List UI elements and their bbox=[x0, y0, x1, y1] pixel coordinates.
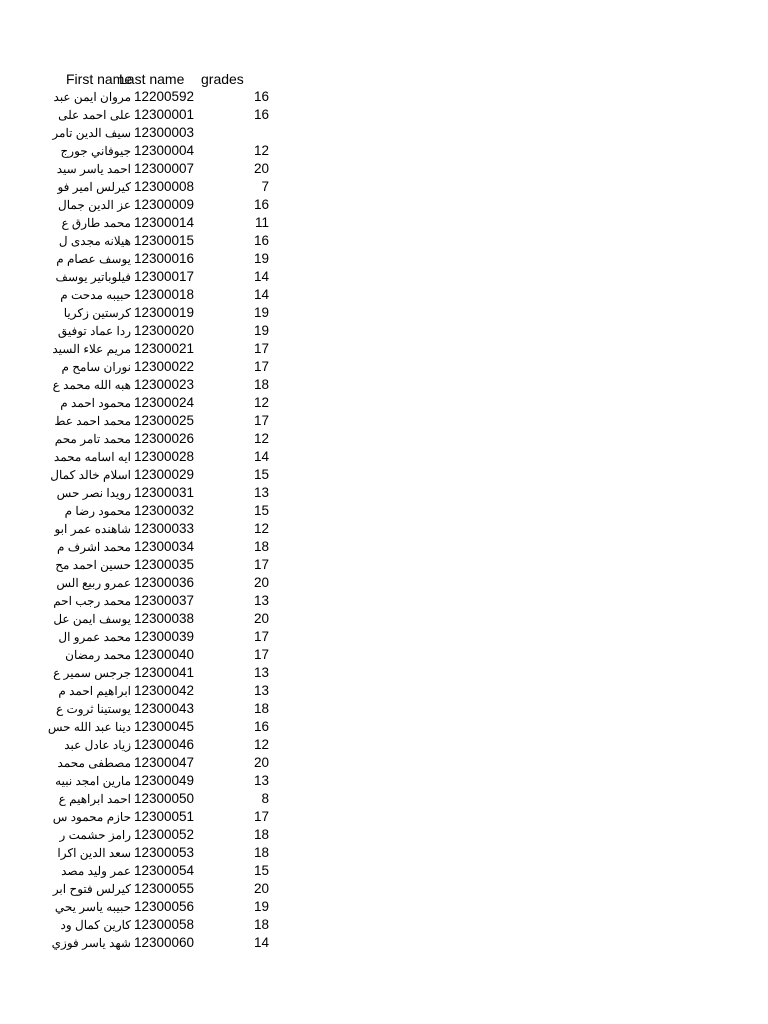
student-name: عمر وليد مصد bbox=[61, 864, 131, 878]
student-id: 12300014 bbox=[134, 215, 195, 230]
student-grade: 13 bbox=[253, 485, 269, 500]
student-id: 12300038 bbox=[134, 611, 195, 626]
student-grade: 13 bbox=[253, 773, 269, 788]
student-grade: 16 bbox=[253, 719, 269, 734]
student-grade: 12 bbox=[253, 395, 269, 410]
student-name: محمود رضا م bbox=[64, 504, 131, 518]
student-id: 12300017 bbox=[134, 269, 195, 284]
student-grade: 17 bbox=[253, 557, 269, 572]
student-grade: 16 bbox=[253, 107, 269, 122]
student-id: 12300049 bbox=[134, 773, 195, 788]
student-name: محمود احمد م bbox=[60, 396, 131, 410]
student-name: كرستين زكريا bbox=[63, 306, 131, 320]
student-grade: 20 bbox=[253, 881, 269, 896]
student-grade: 13 bbox=[253, 683, 269, 698]
student-grade: 13 bbox=[253, 665, 269, 680]
student-id: 12300055 bbox=[134, 881, 195, 896]
student-name: دينا عبد الله حس bbox=[47, 720, 131, 734]
student-grade: 13 bbox=[253, 593, 269, 608]
student-id: 12300060 bbox=[134, 935, 195, 950]
student-name: شهد ياسر فوزي bbox=[51, 936, 131, 950]
student-grade: 17 bbox=[253, 413, 269, 428]
student-id: 12300052 bbox=[134, 827, 195, 842]
student-name: زياد عادل عبد bbox=[64, 738, 131, 752]
student-name: يوستينا ثروت ع bbox=[56, 702, 131, 716]
student-id: 12300020 bbox=[134, 323, 195, 338]
student-id: 12300024 bbox=[134, 395, 195, 410]
student-name: جرجس سمير ع bbox=[53, 666, 131, 680]
student-id: 12300026 bbox=[134, 431, 195, 446]
student-grade: 16 bbox=[253, 89, 269, 104]
student-id: 12300008 bbox=[134, 179, 195, 194]
student-grade: 14 bbox=[253, 269, 269, 284]
student-grade: 12 bbox=[253, 143, 269, 158]
student-name: يوسف ايمن عل bbox=[53, 612, 131, 626]
student-id: 12300015 bbox=[134, 233, 195, 248]
student-name: هيلانه مجدى ل bbox=[58, 234, 131, 248]
student-grade: 16 bbox=[253, 197, 269, 212]
student-id: 12300023 bbox=[134, 377, 195, 392]
student-id: 12300045 bbox=[134, 719, 195, 734]
student-name: ايه اسامه محمد bbox=[53, 450, 131, 464]
student-id: 12300032 bbox=[134, 503, 195, 518]
student-id: 12300029 bbox=[134, 467, 195, 482]
student-name: مارين امجد نبيه bbox=[55, 774, 131, 788]
student-name: احمد ابراهيم ع bbox=[58, 792, 131, 806]
student-id: 12300034 bbox=[134, 539, 195, 554]
student-name: مروان ايمن عبد bbox=[53, 90, 131, 104]
student-grade: 12 bbox=[253, 521, 269, 536]
student-id: 12300042 bbox=[134, 683, 195, 698]
student-id: 12200592 bbox=[134, 89, 195, 104]
student-id: 12300039 bbox=[134, 629, 195, 644]
student-id: 12300022 bbox=[134, 359, 195, 374]
student-name: سعد الدين اكرا bbox=[57, 846, 131, 860]
student-id: 12300047 bbox=[134, 755, 195, 770]
student-id: 12300046 bbox=[134, 737, 195, 752]
student-grade: 7 bbox=[261, 179, 269, 194]
header-first-name: First name bbox=[66, 71, 133, 87]
student-id: 12300016 bbox=[134, 251, 195, 266]
student-name: رويدا نصر حس bbox=[56, 486, 131, 500]
student-id: 12300003 bbox=[134, 125, 195, 140]
student-id: 12300009 bbox=[134, 197, 195, 212]
student-name: اسلام خالد كمال bbox=[50, 468, 131, 482]
student-name: نوران سامح م bbox=[61, 360, 131, 374]
student-name: حبيبه ياسر يحي bbox=[54, 900, 131, 914]
student-name: كيرلس فتوح ابر bbox=[52, 882, 131, 896]
student-name: كارين كمال ود bbox=[60, 918, 131, 932]
student-name: مصطفى محمد bbox=[57, 756, 131, 770]
student-id: 12300004 bbox=[134, 143, 195, 158]
student-grade: 18 bbox=[253, 845, 269, 860]
student-name: شاهنده عمر ابو bbox=[54, 522, 131, 536]
student-id: 12300021 bbox=[134, 341, 195, 356]
student-id: 12300050 bbox=[134, 791, 195, 806]
student-id: 12300040 bbox=[134, 647, 195, 662]
student-id: 12300031 bbox=[134, 485, 195, 500]
student-grade: 17 bbox=[253, 647, 269, 662]
student-name: ردا عماد توفيق bbox=[57, 324, 131, 338]
student-id: 12300053 bbox=[134, 845, 195, 860]
student-grade: 17 bbox=[253, 629, 269, 644]
student-name: حازم محمود س bbox=[52, 810, 131, 824]
student-id: 12300037 bbox=[134, 593, 195, 608]
student-id: 12300019 bbox=[134, 305, 195, 320]
student-grade: 20 bbox=[253, 575, 269, 590]
student-name: احمد ياسر سيد bbox=[56, 162, 131, 176]
student-name: محمد رمضان bbox=[65, 648, 131, 662]
student-grade: 17 bbox=[253, 809, 269, 824]
student-grade: 17 bbox=[253, 341, 269, 356]
student-name: مريم علاء السيد bbox=[52, 342, 131, 356]
student-grade: 18 bbox=[253, 701, 269, 716]
student-id: 12300025 bbox=[134, 413, 195, 428]
student-grade: 18 bbox=[253, 827, 269, 842]
student-name: عز الدين جمال bbox=[58, 198, 131, 212]
student-name: حسين احمد مح bbox=[55, 558, 131, 572]
student-name: حبيبه مدحت م bbox=[60, 288, 131, 302]
student-grade: 20 bbox=[253, 755, 269, 770]
student-grade: 19 bbox=[253, 305, 269, 320]
student-name: يوسف عصام م bbox=[56, 252, 131, 266]
student-grade: 11 bbox=[254, 215, 269, 230]
student-name: محمد اشرف م bbox=[57, 540, 131, 554]
student-id: 12300054 bbox=[134, 863, 195, 878]
student-id: 12300051 bbox=[134, 809, 195, 824]
student-id: 12300036 bbox=[134, 575, 195, 590]
student-grade: 19 bbox=[253, 251, 269, 266]
header-grades: grades bbox=[201, 71, 244, 87]
student-grade: 12 bbox=[253, 431, 269, 446]
student-id: 12300001 bbox=[134, 107, 195, 122]
student-grade: 14 bbox=[253, 449, 269, 464]
student-name: كيرلس امير فو bbox=[57, 180, 131, 194]
student-grade: 20 bbox=[253, 611, 269, 626]
student-name: سيف الدين تامر bbox=[52, 126, 131, 140]
student-grade: 18 bbox=[253, 917, 269, 932]
student-name: هبه الله محمد ع bbox=[52, 378, 131, 392]
student-grade: 19 bbox=[253, 899, 269, 914]
student-grade: 17 bbox=[253, 359, 269, 374]
student-name: محمد عمرو ال bbox=[58, 630, 131, 644]
student-grade: 12 bbox=[253, 737, 269, 752]
student-grade: 15 bbox=[253, 863, 269, 878]
student-name: رامز حشمت ر bbox=[59, 828, 131, 842]
student-grade: 20 bbox=[253, 161, 269, 176]
student-grade: 8 bbox=[261, 791, 269, 806]
student-id: 12300018 bbox=[134, 287, 195, 302]
student-grade: 14 bbox=[253, 287, 269, 302]
student-id: 12300041 bbox=[134, 665, 195, 680]
student-grade: 16 bbox=[253, 233, 269, 248]
student-id: 12300043 bbox=[134, 701, 195, 716]
student-grade: 14 bbox=[253, 935, 269, 950]
student-id: 12300058 bbox=[134, 917, 195, 932]
student-name: محمد طارق ع bbox=[61, 216, 131, 230]
student-name: محمد تامر محم bbox=[54, 432, 131, 446]
student-name: محمد احمد عط bbox=[54, 414, 131, 428]
student-name: جيوفاني جورج bbox=[60, 144, 131, 158]
student-grade: 19 bbox=[253, 323, 269, 338]
student-id: 12300056 bbox=[134, 899, 195, 914]
student-id: 12300028 bbox=[134, 449, 195, 464]
student-grade: 15 bbox=[253, 503, 269, 518]
student-id: 12300033 bbox=[134, 521, 195, 536]
student-name: محمد رجب احم bbox=[53, 594, 131, 608]
student-name: عمرو ربيع الس bbox=[56, 576, 131, 590]
student-name: ابراهيم احمد م bbox=[58, 684, 131, 698]
student-grade: 18 bbox=[253, 539, 269, 554]
header-last-name: Last name bbox=[119, 71, 185, 87]
student-id: 12300007 bbox=[134, 161, 195, 176]
student-name: فيلوباتير يوسف bbox=[55, 270, 131, 284]
student-id: 12300035 bbox=[134, 557, 195, 572]
student-name: على احمد على bbox=[58, 108, 131, 122]
student-grade: 15 bbox=[253, 467, 269, 482]
student-grade: 18 bbox=[253, 377, 269, 392]
